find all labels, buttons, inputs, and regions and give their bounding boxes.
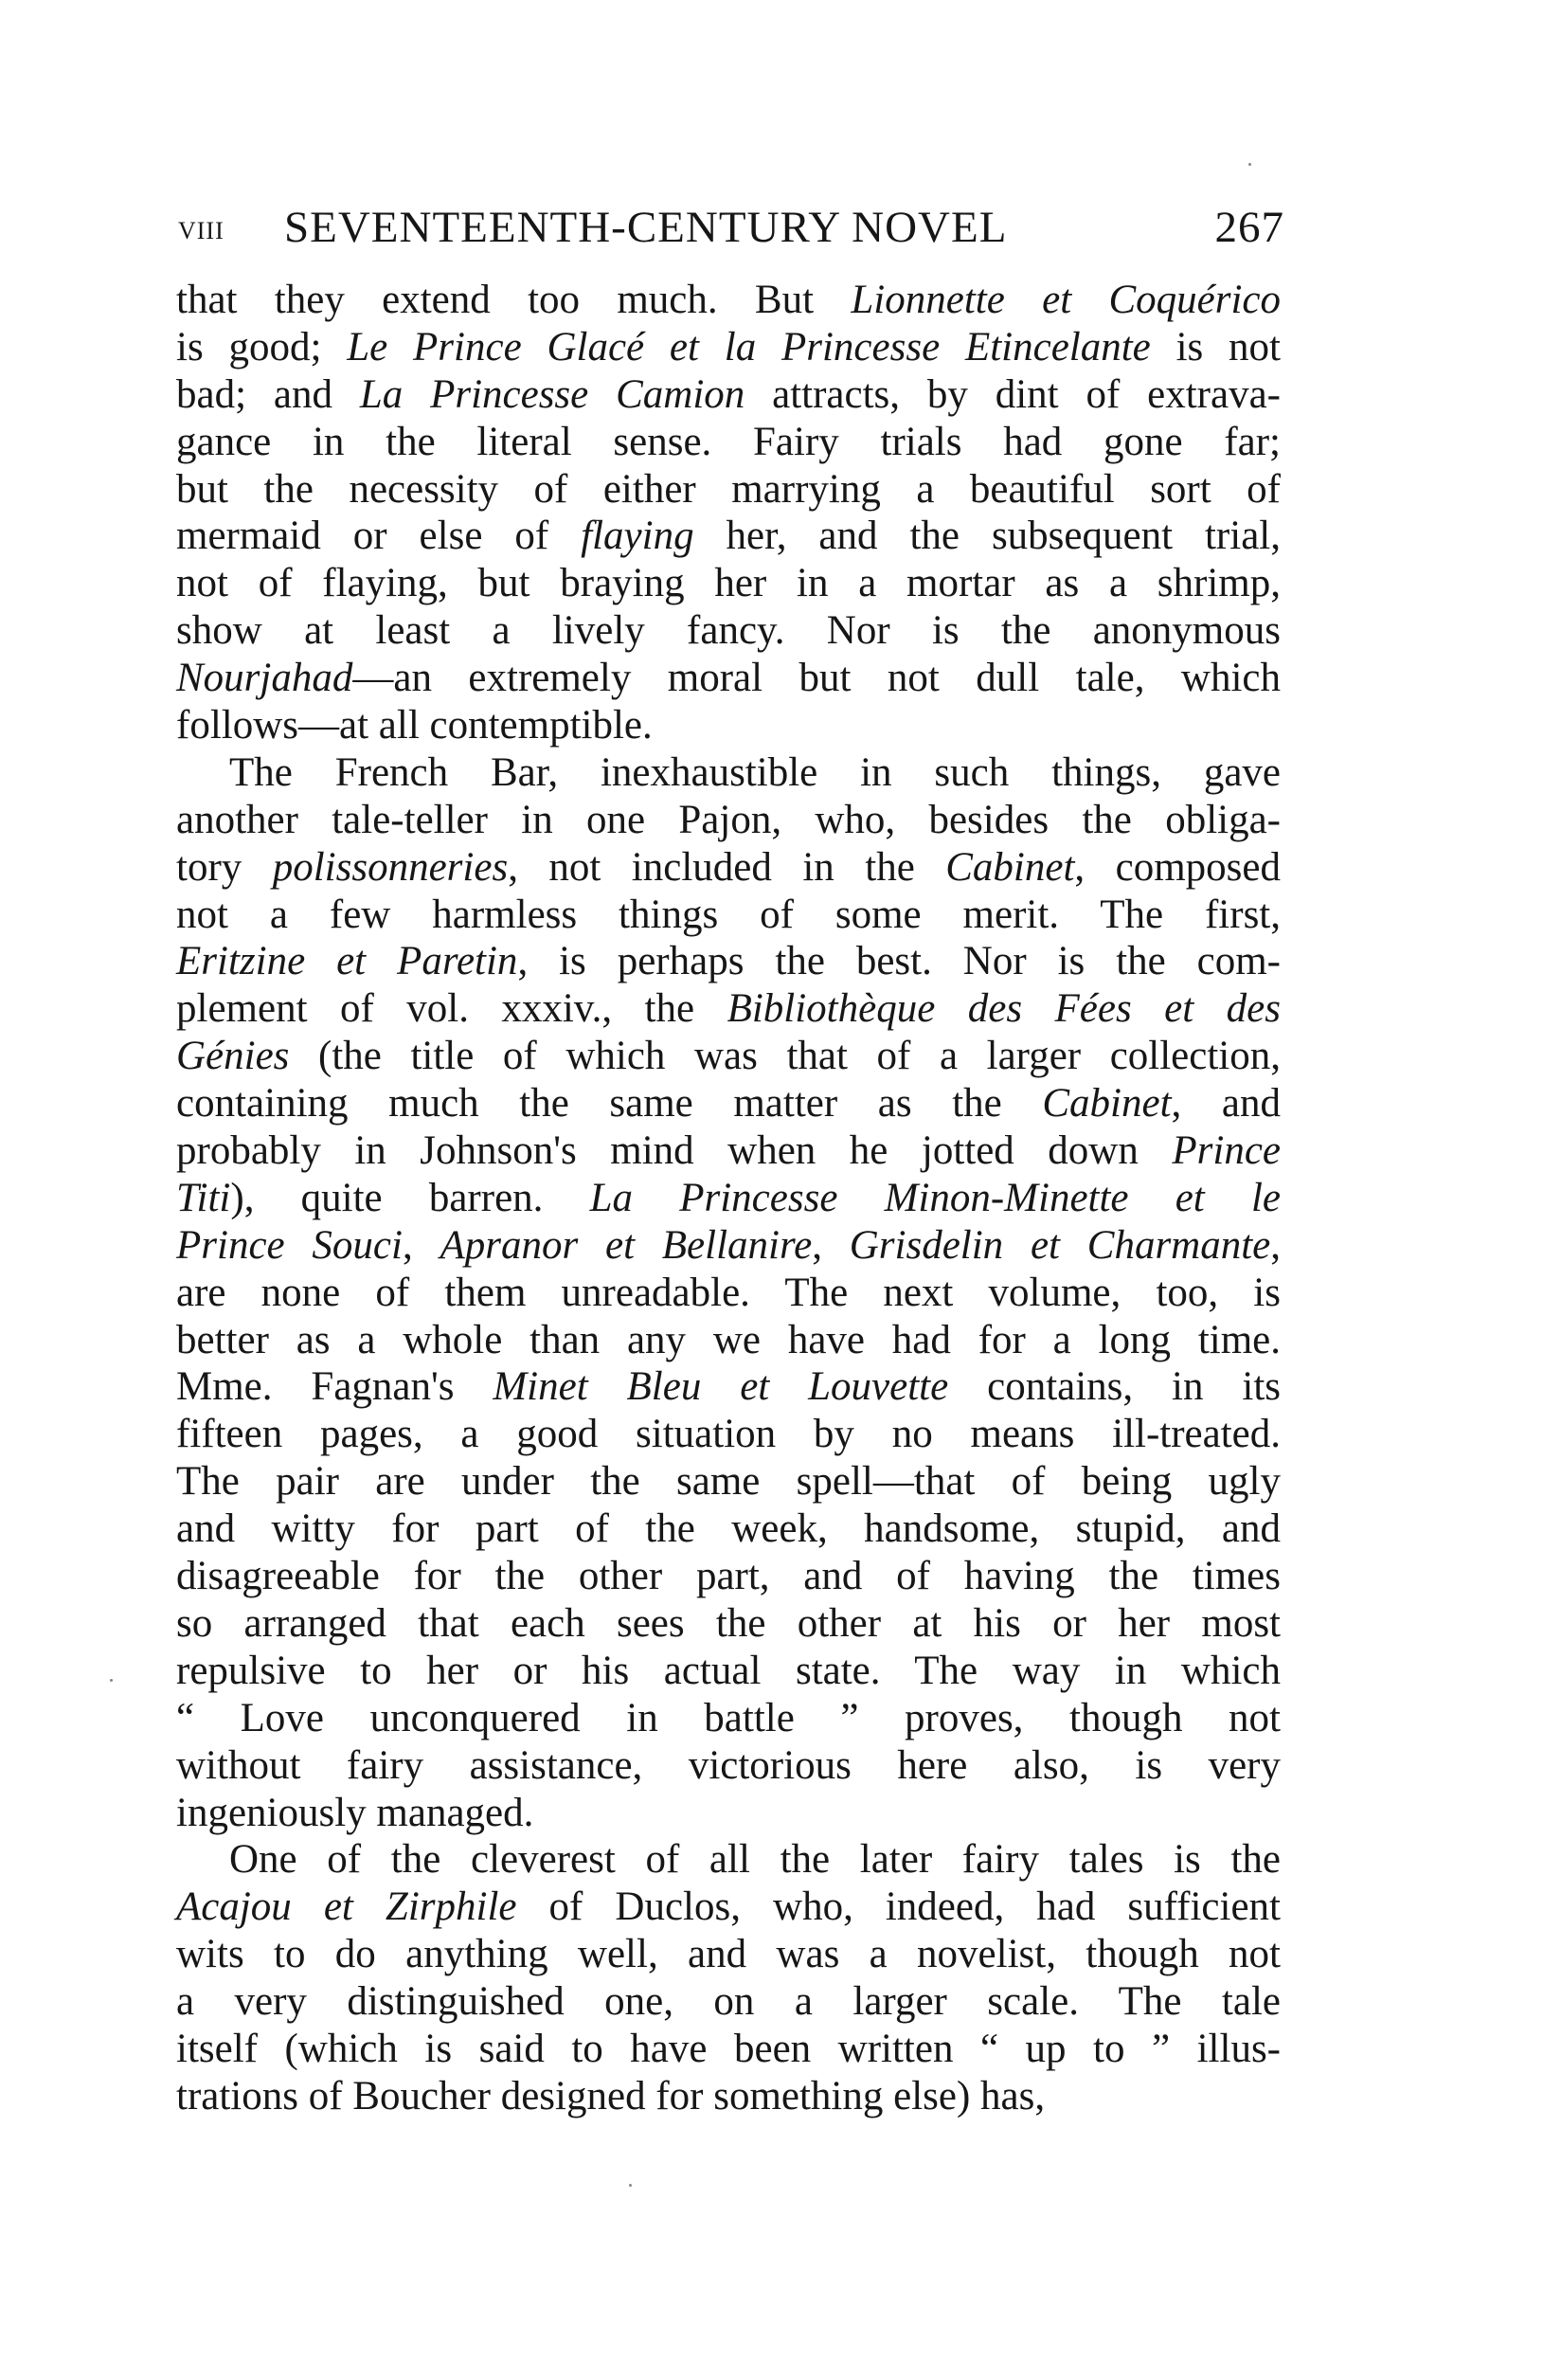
text-line xyxy=(176,2026,1281,2073)
text-line xyxy=(176,1836,1281,1884)
text-run: , composed xyxy=(1074,844,1281,890)
text-run: mermaid or else of xyxy=(176,514,582,559)
text-line xyxy=(176,938,1281,985)
text-run: wits to do anything well, and was a novelist, though not xyxy=(176,1932,1281,1977)
italic-title: La Princesse Minon-Minette et le xyxy=(589,1175,1281,1220)
text-line xyxy=(176,655,1281,702)
text-line xyxy=(176,1790,1281,1837)
text-run: is not xyxy=(1150,324,1281,370)
text-run: repulsive to her or his actual state. The way in which xyxy=(176,1648,1281,1693)
text-run: , xyxy=(1270,1222,1282,1268)
text-run: , and xyxy=(1171,1081,1281,1127)
italic-title: Minet Bleu et Louvette xyxy=(493,1364,949,1410)
text-line xyxy=(176,1317,1281,1364)
text-line xyxy=(176,277,1281,324)
text-line xyxy=(176,797,1281,844)
text-run: is good; xyxy=(176,324,348,370)
text-line xyxy=(176,1080,1281,1127)
text-line xyxy=(176,1175,1281,1222)
text-line xyxy=(176,702,1281,749)
text-run: attracts, by dint of extrava- xyxy=(745,371,1281,417)
text-run: fifteen pages, a good situation by no means ill-treated. xyxy=(176,1412,1281,1457)
text-run: disagreeable for the other part, and of having the times xyxy=(176,1554,1281,1599)
text-run: so arranged that each sees the other at his or her most xyxy=(176,1600,1281,1646)
print-speck xyxy=(629,2184,632,2187)
italic-title: Génies xyxy=(176,1034,290,1079)
text-line xyxy=(176,607,1281,655)
print-speck xyxy=(1248,163,1251,166)
text-run: itself (which is said to have been written “ up to ” illus- xyxy=(176,2026,1281,2071)
running-head xyxy=(178,199,1284,256)
italic-title: Bibliothèque des Fées et des xyxy=(727,986,1281,1032)
body-text xyxy=(176,277,1281,2120)
text-line xyxy=(176,1978,1281,2026)
text-run: One of the cleverest of all the later fairy tales is the xyxy=(229,1837,1281,1883)
text-run: another tale-teller in one Pajon, who, besides the obliga- xyxy=(176,797,1281,842)
text-run: a very distinguished one, on a larger scale. The tale xyxy=(176,1979,1281,2025)
text-run: , xyxy=(402,1222,440,1268)
text-line xyxy=(176,1506,1281,1553)
text-run: and witty for part of the week, handsome, stupid, and xyxy=(176,1506,1281,1552)
text-line xyxy=(176,466,1281,514)
text-run: The French Bar, inexhaustible in such things, gave xyxy=(229,749,1281,795)
text-line xyxy=(176,1931,1281,1978)
italic-title: Nourjahad xyxy=(176,656,353,701)
italic-title: polissonneries xyxy=(272,844,509,890)
text-line xyxy=(176,1458,1281,1506)
italic-title: Lionnette et Coquérico xyxy=(851,278,1281,322)
text-line xyxy=(176,1270,1281,1317)
running-title: SEVENTEENTH-CENTURY NOVEL xyxy=(284,203,1008,252)
text-run: tory xyxy=(176,844,273,890)
text-line xyxy=(176,985,1281,1033)
text-run: gance in the literal sense. Fairy trials had gone far; xyxy=(176,419,1281,464)
italic-title: La Princesse Camion xyxy=(359,371,745,417)
text-line xyxy=(176,513,1281,560)
text-line xyxy=(176,844,1281,892)
text-run: without fairy assistance, victorious here also, is very xyxy=(176,1742,1281,1788)
text-run: probably in Johnson's mind when he jotted down xyxy=(176,1128,1173,1174)
text-run: follows—at all contemptible. xyxy=(176,703,653,748)
text-run: containing much the same matter as the xyxy=(176,1081,1043,1127)
text-run: show at least a lively fancy. Nor is the anonymous xyxy=(176,608,1281,654)
italic-title: Cabinet xyxy=(945,844,1075,890)
italic-title: Apranor et Bellanire xyxy=(440,1222,813,1268)
italic-title: Eritzine et Paretin xyxy=(176,939,518,984)
text-run: but the necessity of either marrying a beautiful sort of xyxy=(176,466,1281,512)
text-run: (the title of which was that of a larger collection, xyxy=(289,1034,1281,1079)
text-line xyxy=(176,371,1281,419)
text-line xyxy=(176,324,1281,371)
chapter-number: VIII xyxy=(178,217,224,244)
text-line xyxy=(176,1411,1281,1458)
text-line xyxy=(176,1742,1281,1790)
text-run: “ Love unconquered in battle ” proves, though not xyxy=(176,1695,1281,1740)
italic-title: Cabinet xyxy=(1042,1081,1172,1127)
print-speck xyxy=(110,1679,113,1682)
text-run: bad; and xyxy=(176,371,360,417)
text-line xyxy=(176,419,1281,466)
text-line xyxy=(176,749,1281,797)
italic-title: Grisdelin et Charmante xyxy=(849,1222,1271,1268)
italic-title: Acajou et Zirphile xyxy=(176,1884,517,1930)
text-line xyxy=(176,1222,1281,1270)
text-run: —an extremely moral but not dull tale, which xyxy=(352,656,1281,701)
text-line xyxy=(176,1127,1281,1175)
text-run: ingeniously managed. xyxy=(176,1790,534,1835)
text-run: contains, in its xyxy=(948,1364,1281,1410)
text-run: , not included in the xyxy=(508,844,946,890)
text-run: , xyxy=(812,1222,850,1268)
text-run: The pair are under the same spell—that of being ugly xyxy=(176,1459,1281,1505)
text-line xyxy=(176,2073,1281,2120)
text-run: plement of vol. xxxiv., the xyxy=(176,986,727,1032)
text-line xyxy=(176,1033,1281,1080)
text-line xyxy=(176,1363,1281,1411)
text-line xyxy=(176,1553,1281,1600)
text-run: not a few harmless things of some merit. The first, xyxy=(176,892,1281,937)
text-line xyxy=(176,1884,1281,1931)
text-run: her, and the subsequent trial, xyxy=(693,514,1281,559)
italic-title: flaying xyxy=(581,514,694,559)
text-line xyxy=(176,1600,1281,1648)
text-run: ), quite barren. xyxy=(230,1175,590,1220)
italic-title: Prince xyxy=(1172,1128,1281,1174)
text-run: better as a whole than any we have had for a long time. xyxy=(176,1317,1281,1362)
text-line xyxy=(176,892,1281,939)
italic-title: Titi xyxy=(176,1175,231,1220)
page-number: 267 xyxy=(1214,203,1284,252)
text-run: not of flaying, but braying her in a mortar as a shrimp, xyxy=(176,561,1281,606)
text-line xyxy=(176,560,1281,607)
text-line xyxy=(176,1648,1281,1695)
text-run: that they extend too much. But xyxy=(176,278,852,322)
italic-title: Le Prince Glacé et la Princesse Etincelante xyxy=(347,324,1151,370)
text-run: of Duclos, who, indeed, had sufficient xyxy=(516,1884,1281,1930)
text-line xyxy=(176,1695,1281,1742)
text-run: are none of them unreadable. The next volume, too, is xyxy=(176,1270,1281,1315)
text-run: Mme. Fagnan's xyxy=(176,1364,493,1410)
text-run: , is perhaps the best. Nor is the com- xyxy=(517,939,1282,984)
text-run: trations of Boucher designed for something else) has, xyxy=(176,2073,1046,2119)
italic-title: Prince Souci xyxy=(176,1222,403,1268)
